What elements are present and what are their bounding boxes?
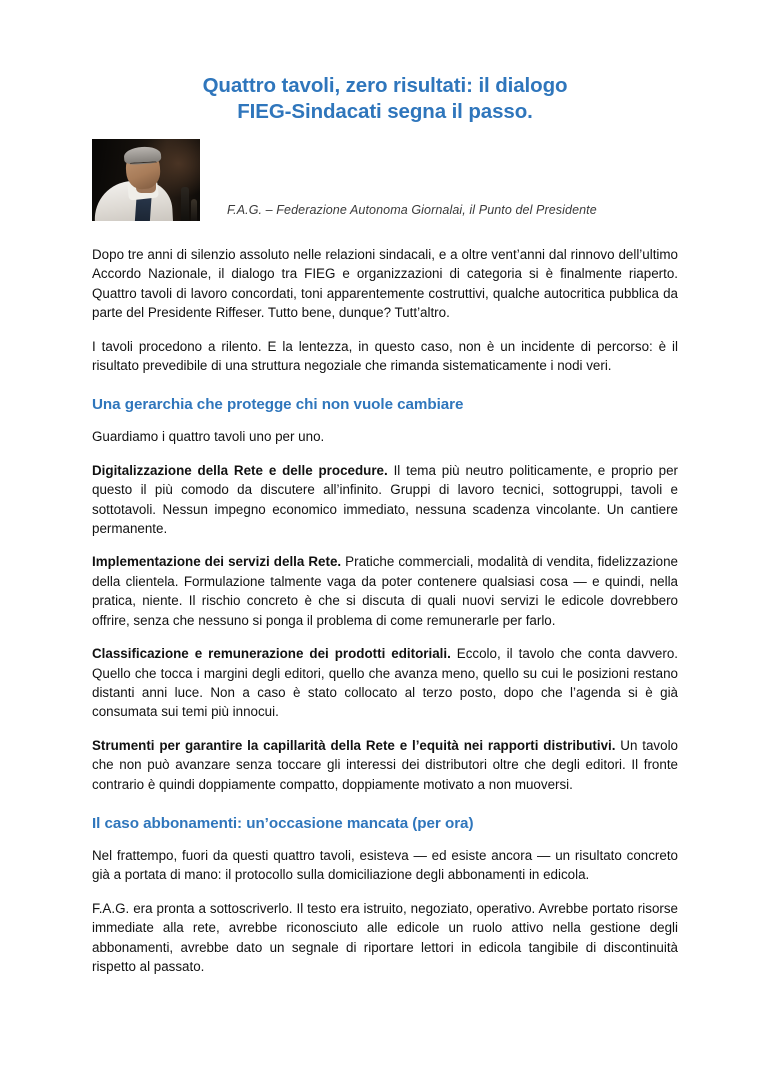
tavolo-item-3-lead: Classificazione e remunerazione dei prodotti editoriali. bbox=[92, 646, 451, 662]
photo-glasses-shape bbox=[130, 161, 157, 169]
page-title-line-2: FIEG-Sindacati segna il passo. bbox=[237, 100, 533, 123]
tavolo-item-2-lead: Implementazione dei servizi della Rete. bbox=[92, 554, 342, 570]
section-abbonamenti bbox=[92, 814, 678, 976]
section-heading-gerarchia: Una gerarchia che protegge chi non vuole cambiare bbox=[92, 396, 464, 414]
tavolo-item-1-text: Il tema più neutro politicamente, e proprio per questo il più comodo da discutere all’infinito. Gruppi di lavoro tecnici, sottogruppi, tavoli e sottotavoli. Nessun impegno economico immediato, nessuna scadenza vincolante. Un cantiere permanente. bbox=[92, 462, 678, 537]
tavolo-item-4-lead: Strumenti per garantire la capillarità della Rete e l’equità nei rapporti distributivi. bbox=[92, 737, 616, 753]
section-heading-abbonamenti: Il caso abbonamenti: un’occasione mancata (per ora) bbox=[92, 814, 474, 832]
section-one-intro: Guardiamo i quattro tavoli uno per uno. bbox=[92, 429, 325, 445]
section-gerarchia bbox=[92, 395, 678, 794]
section-two-paragraph-1: Nel frattempo, fuori da questi quattro tavoli, esisteva — ed esiste ancora — un risultato concreto già a portata di mano: il protocollo sulla domiciliazione degli abbonamenti in edicola. bbox=[92, 847, 678, 883]
tavolo-item-2 bbox=[92, 552, 678, 630]
document-body bbox=[92, 245, 678, 976]
author-photo bbox=[92, 139, 200, 221]
page-title-line-1: Quattro tavoli, zero risultati: il dialogo bbox=[202, 74, 568, 97]
tavolo-item-1 bbox=[92, 461, 678, 539]
tavolo-item-4-text: Un tavolo che non può avanzare senza toccare gli interessi dei distributori oltre che degli editori. Il fronte contrario è quindi doppiamente compatto, doppiamente motivato a non muoversi. bbox=[92, 737, 678, 792]
tavolo-item-1-lead: Digitalizzazione della Rete e delle procedure. bbox=[92, 462, 388, 478]
microphone-icon bbox=[181, 187, 189, 221]
intro-paragraph-2: I tavoli procedono a rilento. E la lentezza, in questo caso, non è un incidente di percorso: è il risultato prevedibile di una struttura negoziale che rimanda sistematicamente i nodi veri. bbox=[92, 338, 678, 374]
tavolo-item-3 bbox=[92, 644, 678, 722]
byline bbox=[92, 137, 678, 221]
tavolo-item-2-text: Pratiche commerciali, modalità di vendita, fidelizzazione della clientela. Formulazione talmente vaga da poter contenere qualsiasi cosa — e quindi, nella pratica, niente. Il rischio concreto è che si discuta di quali nuovi servizi le edicole dovrebbero offrire, senza che nessuno si ponga il problema di come remunerarle per farlo. bbox=[92, 554, 679, 628]
tavolo-item-3-text: Eccolo, il tavolo che conta davvero. Quello che tocca i margini degli editori, quello che avanza meno, quello su cui le posizioni restano distanti anni luce. Non a caso è stato collocato al terzo posto, dopo che l’agenda si è già consumata sui temi più innocui. bbox=[92, 646, 678, 720]
intro-paragraph-1: Dopo tre anni di silenzio assoluto nelle relazioni sindacali, e a oltre vent’anni dal rinnovo dell’ultimo Accordo Nazionale, il dialogo tra FIEG e organizzazioni di categoria si è finalmente riaperto. Quattro tavoli di lavoro concordati, toni apparentemente costruttivi, qualche autocritica pubblica da parte del Presidente Riffeser. Tutto bene, dunque? Tutt’altro. bbox=[92, 247, 678, 321]
byline-caption: F.A.G. – Federazione Autonoma Giornalai, il Punto del Presidente bbox=[227, 203, 597, 217]
tavolo-item-4 bbox=[92, 736, 678, 794]
page-title bbox=[92, 0, 678, 125]
microphone-secondary-icon bbox=[191, 199, 197, 221]
section-two-paragraph-2: F.A.G. era pronta a sottoscriverlo. Il testo era istruito, negoziato, operativo. Avrebbe portato risorse immediate alla rete, avrebbe riconosciuto alle edicole un ruolo attivo nella gestione degli abbonamenti, avrebbe dato un segnale di riportare lettori in edicola tangibile di discontinuità rispetto al passato. bbox=[92, 900, 678, 974]
